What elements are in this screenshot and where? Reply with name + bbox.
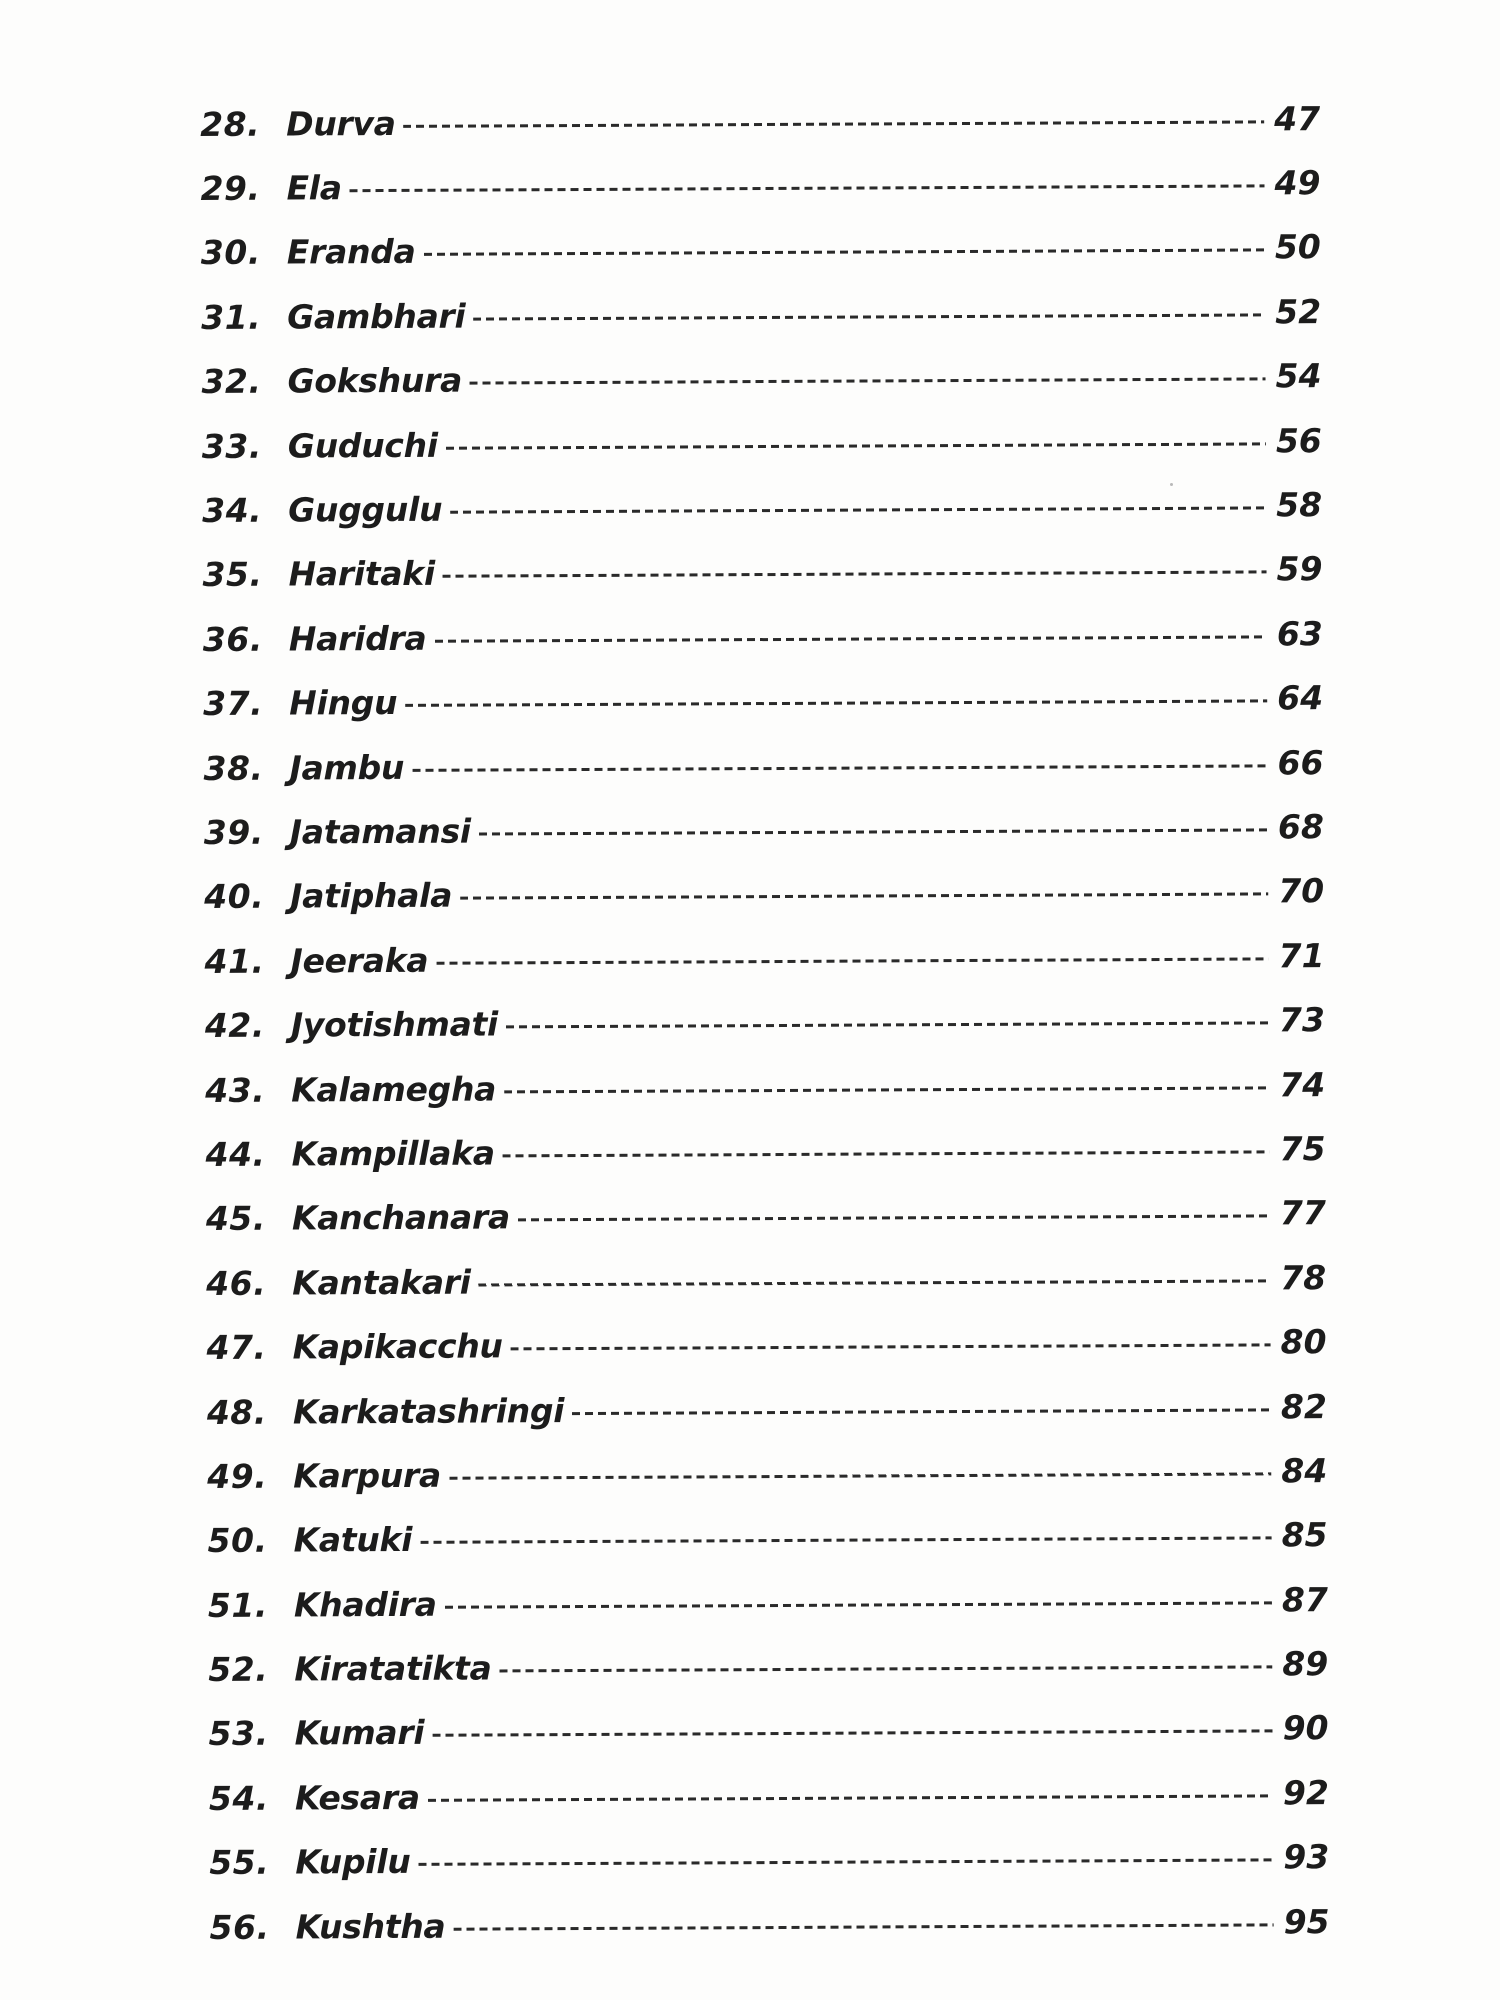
entry-page-number: 64 [1277,678,1324,718]
toc-entry [201,279,1321,349]
entry-page-number: 78 [1280,1257,1327,1298]
entry-title: Gokshura [287,360,463,401]
entry-page-number: 58 [1276,485,1323,525]
toc-entry [206,1310,1326,1380]
entry-page-number: 82 [1280,1386,1327,1426]
entry-title: Kesara [294,1777,420,1818]
entry-number: 43. [205,1070,266,1110]
toc-entry [208,1567,1328,1637]
entry-title: Gambhari [287,296,466,337]
entry-title: Karpura [293,1455,442,1496]
toc-entry [205,988,1325,1058]
entry-number: 50. [207,1520,268,1561]
toc-entry [208,1696,1328,1766]
entry-page-number: 90 [1282,1708,1329,1748]
entry-page-number: 70 [1278,871,1325,911]
entry-title: Guduchi [287,425,438,466]
entry-title: Durva [286,103,396,144]
entry-title: Kupilu [295,1842,411,1882]
entry-title: Guggulu [288,489,443,530]
toc-entry [205,1116,1325,1186]
entry-title: Kushtha [295,1906,446,1947]
entry-page-number: 80 [1280,1322,1327,1362]
entry-number: 30. [200,233,261,273]
dotted-leader [434,635,1266,642]
dotted-leader [424,249,1265,256]
entry-page-number: 74 [1279,1064,1326,1104]
entry-number: 47. [206,1327,267,1368]
entry-number: 44. [205,1134,266,1174]
toc-entry [207,1438,1327,1508]
dotted-leader [420,1537,1271,1544]
toc-entry [206,1181,1326,1251]
entry-page-number: 77 [1279,1193,1326,1233]
entry-number: 40. [204,877,265,917]
dotted-leader [443,571,1267,578]
toc-entry [204,794,1324,864]
entry-number: 32. [201,361,262,402]
dotted-leader [453,1923,1273,1930]
dotted-leader [428,1794,1273,1801]
entry-title: Kanchanara [291,1197,510,1238]
dotted-leader [504,1086,1269,1093]
dotted-leader [432,1730,1272,1737]
toc-entry [203,666,1323,736]
dotted-leader [445,1601,1272,1608]
entry-page-number: 93 [1283,1837,1330,1877]
dotted-leader [506,1022,1269,1029]
dotted-leader [500,1665,1273,1672]
entry-page-number: 71 [1278,935,1325,976]
entry-title: Karkatashringi [292,1390,565,1432]
entry-title: Kalamegha [291,1069,497,1110]
toc-entry [205,1052,1325,1122]
dotted-leader [418,1859,1273,1866]
dotted-leader [412,764,1267,771]
entry-number: 39. [203,812,264,852]
entry-page-number: 63 [1276,613,1323,654]
toc-entry [209,1889,1329,1959]
dotted-leader [479,828,1268,835]
entry-number: 31. [201,297,262,337]
entry-title: Kapikacchu [292,1326,503,1367]
entry-title: Kantakari [292,1262,471,1303]
entry-number: 28. [200,104,261,144]
dotted-leader [572,1408,1271,1415]
entry-title: Jeeraka [290,940,429,981]
entry-page-number: 47 [1274,98,1321,139]
toc-entry [202,537,1322,607]
entry-number: 52. [208,1649,269,1690]
entry-page-number: 95 [1283,1901,1330,1941]
entry-number: 48. [206,1392,267,1432]
toc-entry [203,730,1323,800]
dotted-leader [449,1472,1271,1479]
entry-page-number: 50 [1274,227,1321,267]
entry-number: 29. [200,168,261,209]
dotted-leader [518,1215,1270,1222]
toc-entry [201,344,1321,414]
entry-title: Hingu [289,683,398,723]
entry-title: Jambu [289,747,405,788]
toc-entry [204,923,1324,993]
toc-entry [206,1245,1326,1315]
entry-number: 49. [207,1456,268,1496]
entry-title: Jyotishmati [290,1004,499,1045]
entry-page-number: 59 [1276,549,1323,589]
dotted-leader [405,700,1267,708]
entry-title: Katuki [293,1520,413,1560]
dotted-leader [503,1150,1270,1157]
dotted-leader [479,1279,1271,1286]
entry-number: 56. [209,1907,270,1947]
entry-page-number: 56 [1275,420,1322,461]
toc-entry [208,1631,1328,1701]
entry-page-number: 49 [1274,163,1321,203]
entry-number: 42. [204,1005,265,1046]
entry-page-number: 54 [1275,356,1322,396]
entry-page-number: 92 [1282,1772,1330,1813]
toc-entry [207,1503,1327,1573]
dotted-leader [473,313,1265,320]
toc-entry [209,1760,1329,1830]
entry-page-number: 52 [1275,291,1322,332]
entry-title: Jatiphala [290,876,453,916]
toc-entry [203,601,1323,671]
dotted-leader [511,1344,1271,1351]
dotted-leader [446,442,1266,449]
dotted-leader [460,893,1268,900]
toc-entry [207,1374,1327,1444]
entry-number: 55. [209,1842,270,1883]
dotted-leader [404,120,1265,128]
entry-page-number: 68 [1277,807,1324,847]
table-of-contents [200,86,1330,1959]
entry-number: 53. [208,1714,269,1754]
entry-number: 37. [203,683,264,724]
entry-title: Kiratatikta [294,1648,492,1689]
toc-entry [209,1825,1329,1895]
entry-number: 36. [202,619,263,659]
entry-page-number: 84 [1281,1451,1328,1491]
entry-number: 34. [202,490,263,531]
toc-entry [204,859,1324,929]
toc-entry [202,408,1322,478]
entry-page-number: 75 [1279,1129,1326,1169]
entry-number: 46. [206,1263,267,1303]
entry-title: Kumari [294,1713,425,1753]
entry-title: Jatamansi [289,811,471,852]
toc-entry [200,151,1320,221]
entry-number: 35. [202,555,263,595]
dotted-leader [450,506,1266,513]
dotted-leader [350,185,1265,193]
entry-number: 38. [203,748,264,788]
entry-number: 54. [208,1778,270,1818]
entry-page-number: 66 [1277,742,1324,782]
entry-title: Eranda [286,232,416,273]
dotted-leader [436,957,1268,964]
entry-page-number: 85 [1281,1515,1328,1555]
entry-title: Haridra [288,618,427,659]
entry-number: 45. [205,1198,266,1239]
dotted-leader [470,378,1266,385]
entry-title: Kampillaka [291,1133,495,1174]
entry-page-number: 89 [1282,1644,1329,1684]
entry-title: Ela [286,168,342,208]
paper-speck [1170,483,1173,486]
toc-entry [201,215,1321,285]
entry-page-number: 73 [1278,1000,1325,1040]
entry-title: Haritaki [288,554,436,594]
toc-entry [200,86,1320,156]
entry-number: 51. [207,1585,268,1625]
entry-title: Khadira [293,1584,437,1625]
entry-page-number: 87 [1281,1579,1329,1620]
entry-number: 41. [204,941,265,981]
entry-number: 33. [201,426,262,466]
toc-entry [202,472,1322,542]
